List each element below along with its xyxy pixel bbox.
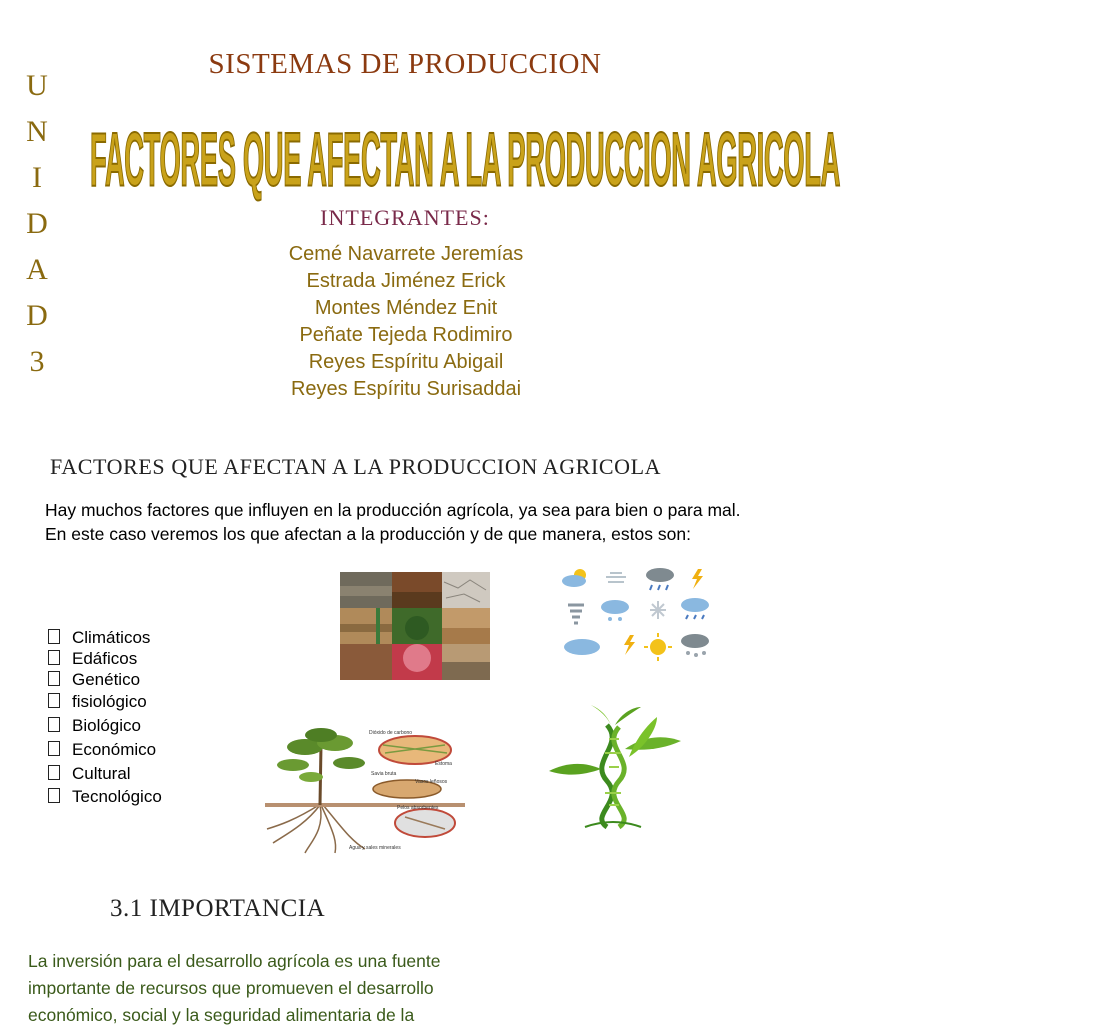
wind-icon xyxy=(606,573,626,582)
bullet-box-icon xyxy=(48,765,60,780)
bullet-box-icon xyxy=(48,741,60,756)
members-heading: INTEGRANTES: xyxy=(320,205,490,230)
snow-cloud-icon xyxy=(601,600,629,621)
plant-anatomy-diagram xyxy=(265,725,465,855)
list-item: Climáticos xyxy=(48,628,150,648)
diagram-label: Agua y sales minerales xyxy=(349,845,401,851)
unit-letter: 3 xyxy=(29,345,45,378)
weather-icons-grid xyxy=(560,565,720,665)
diagram-label: Estoma xyxy=(435,761,452,767)
document-subtitle: FACTORES QUE AFECTAN A LA PRODUCCION AGRICOLA xyxy=(90,118,840,203)
cloud-sun-icon xyxy=(562,569,586,587)
list-item: Genético xyxy=(48,670,140,690)
unit-letter: D xyxy=(26,299,48,332)
importancia-paragraph: La inversión para el desarrollo agrícola es una fuente importante de recursos que promueven el desarrollo económico, social y la seguridad alimentaria de la xyxy=(28,951,441,1025)
bullet-box-icon xyxy=(48,671,60,686)
intro-paragraph: Hay muchos factores que influyen en la producción agrícola, ya sea para bien o para mal. En este caso veremos los que afectan a la producción y de que manera, estos son: xyxy=(45,500,741,544)
bullet-box-icon xyxy=(48,629,60,644)
soil-photo-collage xyxy=(340,572,490,680)
member-name: Montes Méndez Enit xyxy=(314,297,498,319)
list-item: Biológico xyxy=(48,716,141,736)
list-item: Edáficos xyxy=(48,649,137,669)
list-item: Tecnológico xyxy=(48,787,162,807)
list-item: fisiológico xyxy=(48,692,147,712)
lightning-icon xyxy=(692,569,703,589)
drizzle-cloud-icon xyxy=(681,598,709,619)
diagram-label: Dióxido de carbono xyxy=(369,730,413,736)
member-name: Cemé Navarrete Jeremías xyxy=(288,243,524,265)
member-name: Reyes Espíritu Abigail xyxy=(308,351,504,373)
importancia-heading: 3.1 IMPORTANCIA xyxy=(110,895,326,922)
bullet-box-icon xyxy=(48,650,60,665)
sun-icon xyxy=(644,633,672,661)
cloud-icon xyxy=(564,639,600,655)
rain-cloud-icon xyxy=(646,568,674,590)
unit-letter: I xyxy=(32,161,42,194)
bullet-box-icon xyxy=(48,717,60,732)
hail-cloud-icon xyxy=(681,634,709,657)
section-heading: FACTORES QUE AFECTAN A LA PRODUCCION AGRICOLA xyxy=(50,454,662,479)
member-name: Peñate Tejeda Rodimiro xyxy=(299,324,513,346)
dna-plant-illustration xyxy=(545,705,690,835)
unit-letter: U xyxy=(26,69,48,102)
diagram-label: Pelos absorbentes xyxy=(397,805,439,811)
diagram-label: Savia bruta xyxy=(371,771,397,777)
member-name: Estrada Jiménez Erick xyxy=(306,270,506,292)
lightning-icon xyxy=(624,635,635,655)
document-title: SISTEMAS DE PRODUCCION xyxy=(208,48,602,80)
unit-letter: N xyxy=(26,115,48,148)
snowflake-icon xyxy=(650,601,666,619)
tornado-icon xyxy=(568,605,584,623)
bullet-box-icon xyxy=(48,693,60,708)
list-item: Cultural xyxy=(48,764,131,784)
bullet-box-icon xyxy=(48,788,60,803)
member-name: Reyes Espíritu Surisaddai xyxy=(290,378,522,400)
diagram-label: Vasos leñosos xyxy=(415,779,448,785)
list-item: Económico xyxy=(48,740,156,760)
unit-letter: D xyxy=(26,207,48,240)
unit-letter: A xyxy=(26,253,48,286)
subtitle-container xyxy=(90,118,840,210)
